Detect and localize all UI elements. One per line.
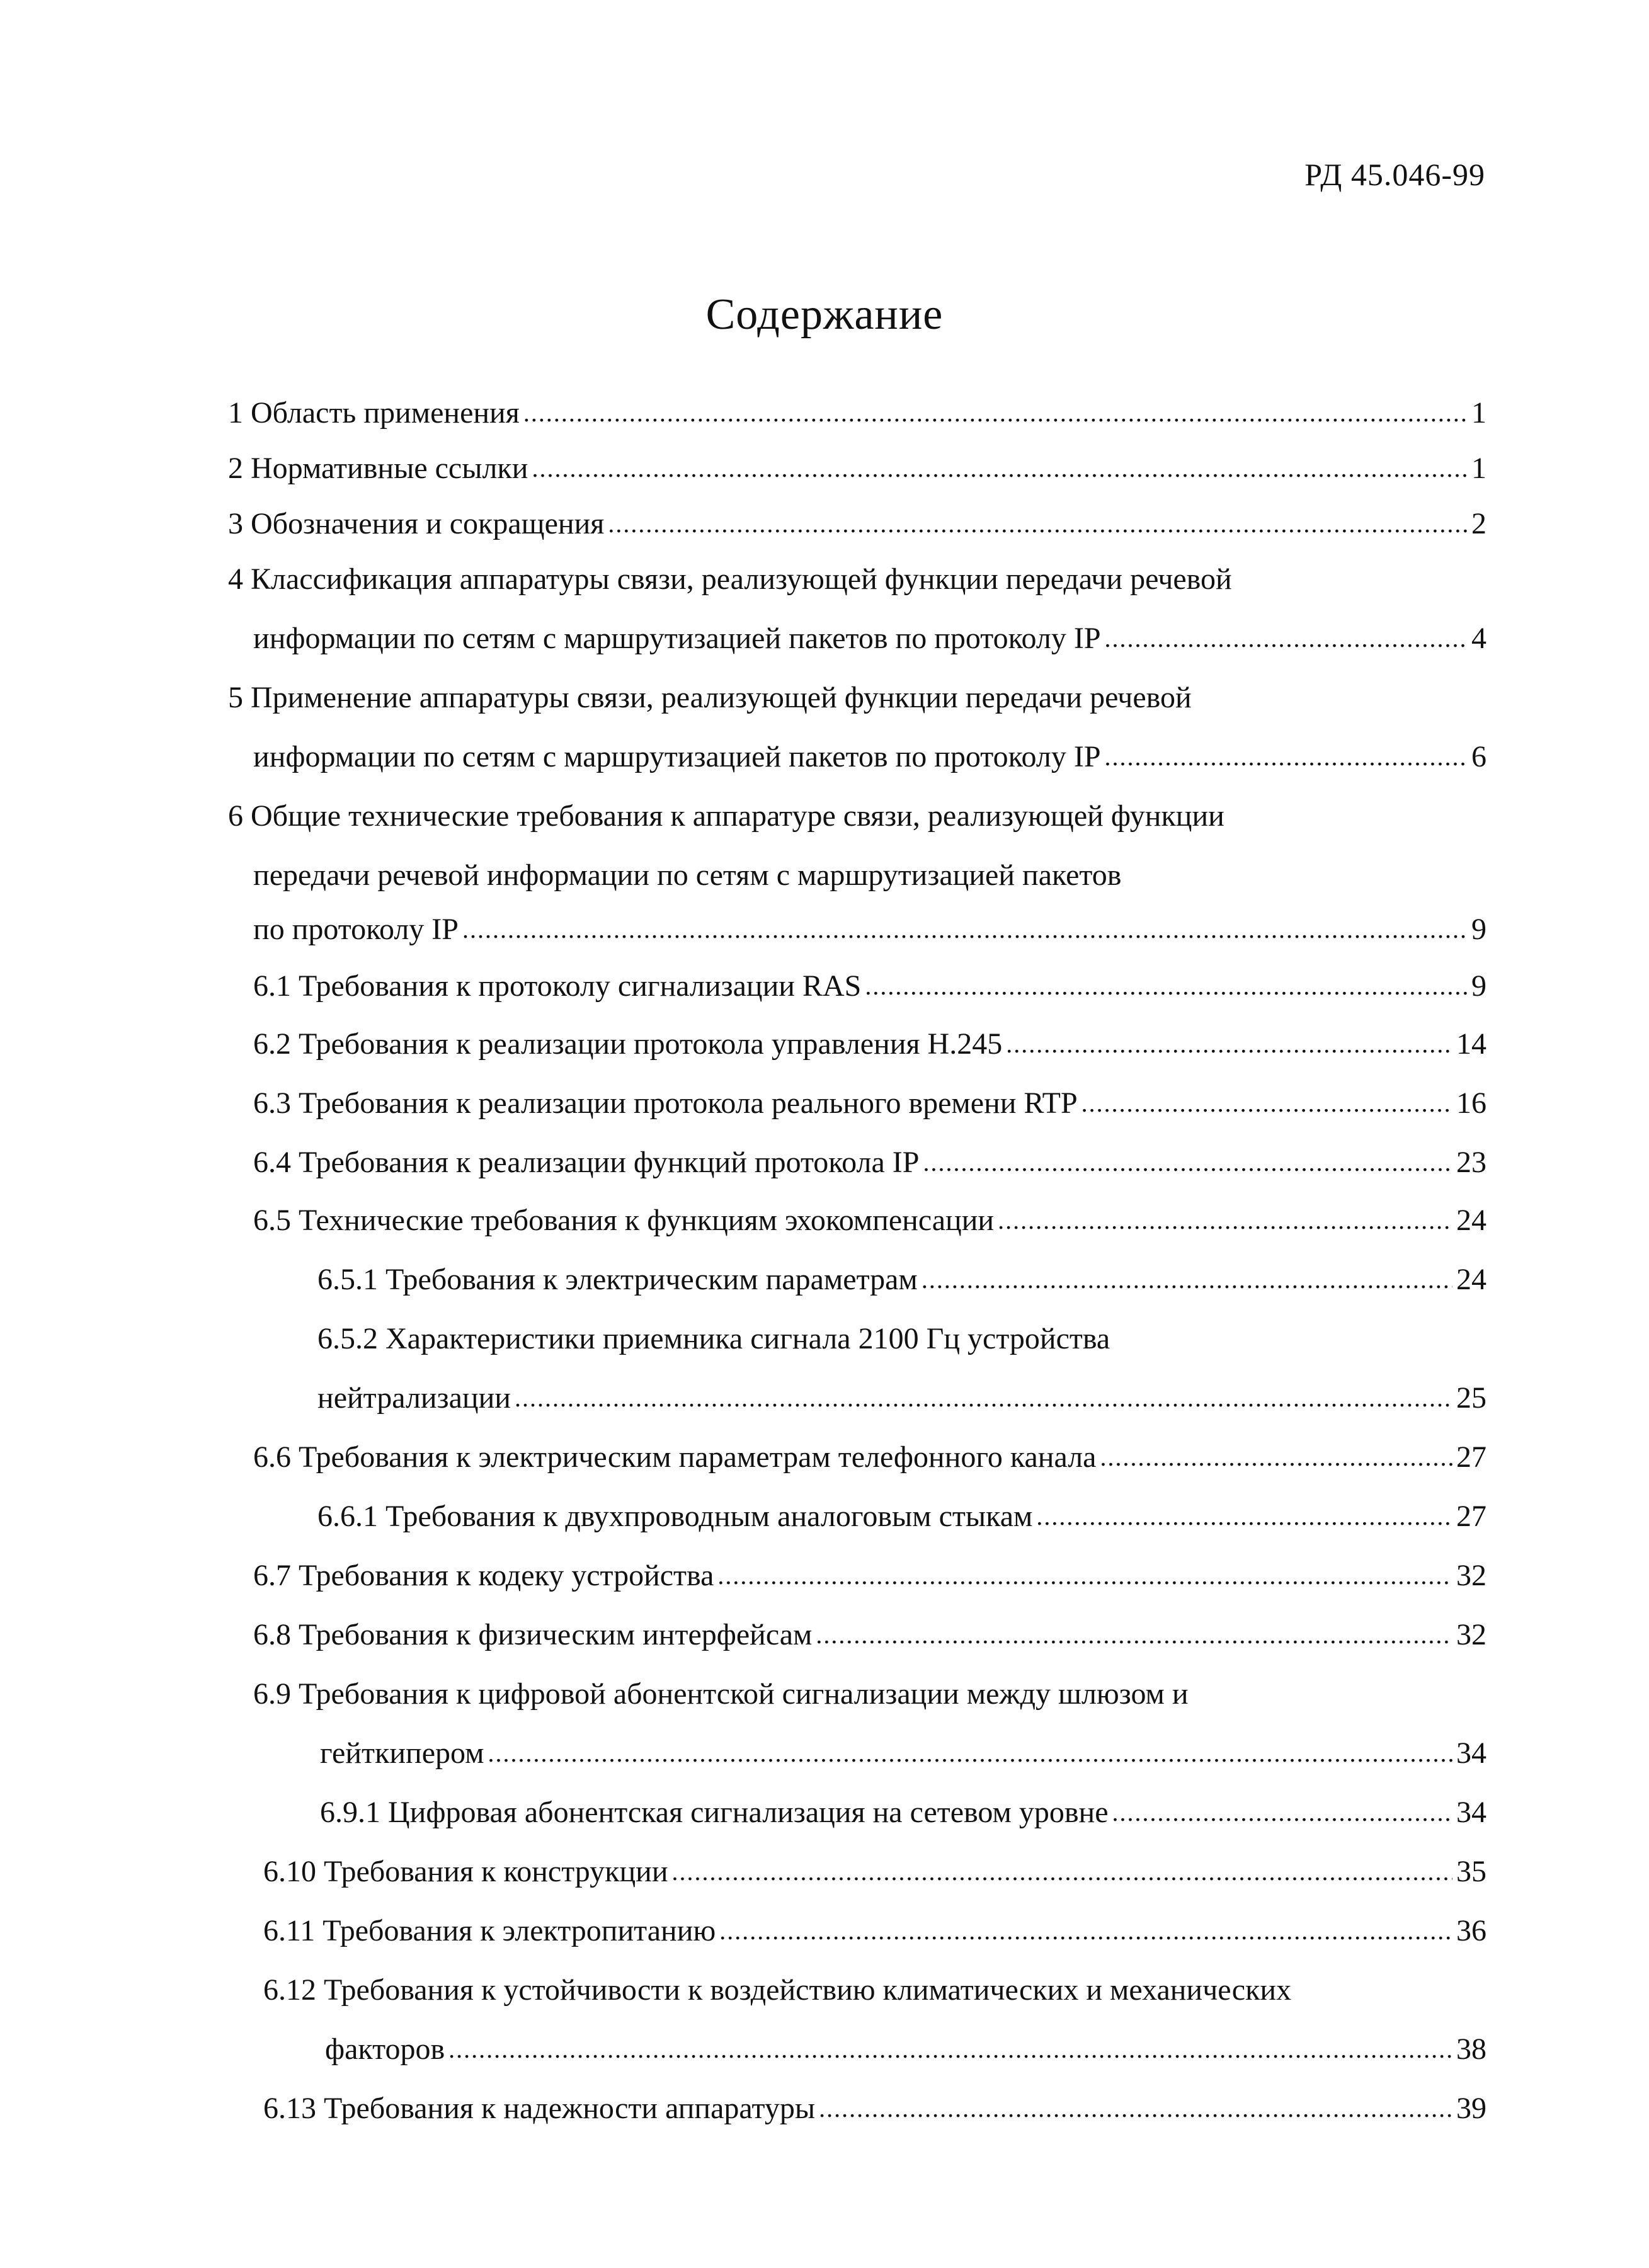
toc-entry bbox=[253, 1198, 1486, 1243]
toc-entry-label: передачи речевой информации по сетям с маршрутизацией пакетов bbox=[253, 858, 1122, 892]
toc-entry bbox=[253, 616, 1486, 661]
toc-page-number: 2 bbox=[1471, 507, 1486, 540]
toc-entry bbox=[253, 964, 1486, 1009]
toc-page-number: 32 bbox=[1456, 1559, 1486, 1592]
toc-page-number: 34 bbox=[1456, 1736, 1486, 1770]
toc-entry bbox=[253, 1612, 1486, 1658]
toc-entry-label: 6.7 Требования к кодеку устройства bbox=[253, 1559, 714, 1592]
toc-entry-label: 6.11 Требования к электропитанию bbox=[263, 1914, 716, 1947]
toc-leader-dots bbox=[462, 906, 1468, 952]
toc-entry-line bbox=[317, 1316, 1486, 1362]
toc-page-number: 6 bbox=[1471, 740, 1486, 773]
toc-entry-label: 6.4 Требования к реализации функций протокола IP bbox=[253, 1146, 920, 1179]
toc-page-number: 16 bbox=[1456, 1086, 1486, 1120]
toc-entry-line bbox=[253, 1672, 1486, 1717]
toc-entry-label: нейтрализации bbox=[317, 1381, 511, 1415]
toc-entry bbox=[320, 1790, 1486, 1835]
toc-entry-label: 4 Классификация аппаратуры связи, реализующей функции передачи речевой bbox=[228, 562, 1232, 596]
toc-leader-dots bbox=[998, 1197, 1452, 1243]
toc-page-number: 38 bbox=[1456, 2032, 1486, 2066]
toc-page-number: 9 bbox=[1471, 969, 1486, 1003]
toc-entry bbox=[228, 446, 1486, 491]
toc-leader-dots bbox=[923, 1139, 1452, 1185]
toc-entry-label: 6.12 Требования к устойчивости к воздействию климатических и механических bbox=[263, 1973, 1292, 2007]
toc-leader-dots bbox=[922, 1256, 1452, 1302]
toc-entry-label: 6.9.1 Цифровая абонентская сигнализация на сетевом уровне bbox=[320, 1796, 1109, 1829]
toc-leader-dots bbox=[819, 2085, 1452, 2131]
toc-entry bbox=[317, 1257, 1486, 1302]
toc-page-number: 25 bbox=[1456, 1381, 1486, 1415]
toc-leader-dots bbox=[1105, 615, 1468, 661]
toc-entry bbox=[253, 1140, 1486, 1185]
toc-entry-label: информации по сетям с маршрутизацией пакетов по протоколу IP bbox=[253, 740, 1101, 773]
toc-entry-label: 6.8 Требования к физическим интерфейсам bbox=[253, 1618, 813, 1651]
toc-entry bbox=[317, 1494, 1486, 1539]
toc-entry bbox=[317, 1376, 1486, 1421]
toc-entry-label: 6.10 Требования к конструкции bbox=[263, 1855, 668, 1888]
toc-entry-label: 2 Нормативные ссылки bbox=[228, 452, 528, 485]
toc-page-number: 27 bbox=[1456, 1440, 1486, 1474]
toc-page-number: 9 bbox=[1471, 913, 1486, 946]
toc-entry-label: 6.5.2 Характеристики приемника сигнала 2100 Гц устройства bbox=[317, 1322, 1110, 1355]
toc-entry bbox=[263, 2086, 1486, 2131]
toc-entry-label: 6 Общие технические требования к аппаратуре связи, реализующей функции bbox=[228, 799, 1224, 833]
toc-leader-dots bbox=[717, 1552, 1452, 1598]
toc-entry-label: информации по сетям с маршрутизацией пакетов по протоколу IP bbox=[253, 622, 1101, 655]
toc-entry-label: 6.2 Требования к реализации протокола управления Н.245 bbox=[253, 1027, 1003, 1061]
toc-page-number: 23 bbox=[1456, 1146, 1486, 1179]
toc-leader-dots bbox=[1006, 1020, 1452, 1067]
toc-entry bbox=[253, 1435, 1486, 1480]
toc-entry-label: 6.1 Требования к протоколу сигнализации RAS bbox=[253, 969, 862, 1003]
toc-page-number: 1 bbox=[1471, 452, 1486, 485]
toc-page-number: 1 bbox=[1471, 396, 1486, 430]
toc-leader-dots bbox=[865, 962, 1468, 1009]
toc-entry-label: 6.6 Требования к электрическим параметрам телефонного канала bbox=[253, 1440, 1097, 1474]
toc-leader-dots bbox=[448, 2026, 1452, 2072]
toc-entry-label: 6.5.1 Требования к электрическим параметрам bbox=[317, 1263, 918, 1296]
toc-entry bbox=[253, 1081, 1486, 1126]
toc-entry-line bbox=[228, 675, 1486, 721]
toc-leader-dots bbox=[608, 500, 1468, 547]
toc-entry-line bbox=[263, 1968, 1486, 2013]
toc-page-number: 39 bbox=[1456, 2092, 1486, 2125]
page-title: Содержание bbox=[705, 290, 944, 339]
toc-entry bbox=[253, 1022, 1486, 1067]
toc-entry bbox=[325, 2027, 1486, 2072]
toc-entry bbox=[253, 907, 1486, 952]
toc-entry-label: по протоколу IP bbox=[253, 913, 459, 946]
toc-page-number: 14 bbox=[1456, 1027, 1486, 1061]
toc-entry-label: 5 Применение аппаратуры связи, реализующей функции передачи речевой bbox=[228, 681, 1192, 714]
toc-page-number: 34 bbox=[1456, 1796, 1486, 1829]
toc-leader-dots bbox=[719, 1907, 1452, 1954]
toc-leader-dots bbox=[816, 1611, 1452, 1658]
toc-page-number: 35 bbox=[1456, 1855, 1486, 1888]
toc-entry bbox=[263, 1849, 1486, 1895]
toc-leader-dots bbox=[1100, 1433, 1452, 1480]
toc-entry-label: 6.5 Технические требования к функциям эхокомпенсации bbox=[253, 1204, 995, 1237]
toc-entry bbox=[253, 734, 1486, 780]
toc-leader-dots bbox=[1105, 733, 1468, 780]
toc-entry-line bbox=[228, 794, 1486, 839]
toc-page-number: 24 bbox=[1456, 1263, 1486, 1296]
toc-leader-dots bbox=[532, 445, 1468, 491]
toc-entry-label: гейткипером bbox=[320, 1736, 484, 1770]
toc-entry-line bbox=[253, 853, 1486, 898]
toc-entry bbox=[253, 1553, 1486, 1598]
toc-entry-label: 1 Область применения bbox=[228, 396, 520, 430]
toc-entry bbox=[263, 1908, 1486, 1954]
toc-page-number: 32 bbox=[1456, 1618, 1486, 1651]
toc-entry bbox=[320, 1731, 1486, 1776]
toc-leader-dots bbox=[488, 1729, 1452, 1776]
toc-leader-dots bbox=[515, 1374, 1452, 1421]
toc-entry-label: 3 Обозначения и сокращения bbox=[228, 507, 605, 540]
toc-entry-label: 6.3 Требования к реализации протокола реального времени RTP bbox=[253, 1086, 1078, 1120]
toc-entry-label: 6.13 Требования к надежности аппаратуры bbox=[263, 2092, 816, 2125]
toc-leader-dots bbox=[523, 389, 1468, 436]
document-code: РД 45.046-99 bbox=[1304, 157, 1485, 192]
toc-entry-label: 6.6.1 Требования к двухпроводным аналоговым стыкам bbox=[317, 1500, 1033, 1533]
toc-leader-dots bbox=[1081, 1080, 1452, 1126]
toc-page-number: 4 bbox=[1471, 622, 1486, 655]
toc-entry-line bbox=[228, 557, 1486, 602]
toc-leader-dots bbox=[672, 1848, 1452, 1895]
toc-entry bbox=[228, 390, 1486, 436]
toc-entry-label: 6.9 Требования к цифровой абонентской сигнализации между шлюзом и bbox=[253, 1677, 1189, 1711]
toc-page-number: 24 bbox=[1456, 1204, 1486, 1237]
toc-leader-dots bbox=[1112, 1789, 1453, 1835]
toc-page-number: 36 bbox=[1456, 1914, 1486, 1947]
toc-entry bbox=[228, 501, 1486, 547]
toc-entry-label: факторов bbox=[325, 2032, 445, 2066]
toc-leader-dots bbox=[1036, 1493, 1452, 1539]
toc-page-number: 27 bbox=[1456, 1500, 1486, 1533]
